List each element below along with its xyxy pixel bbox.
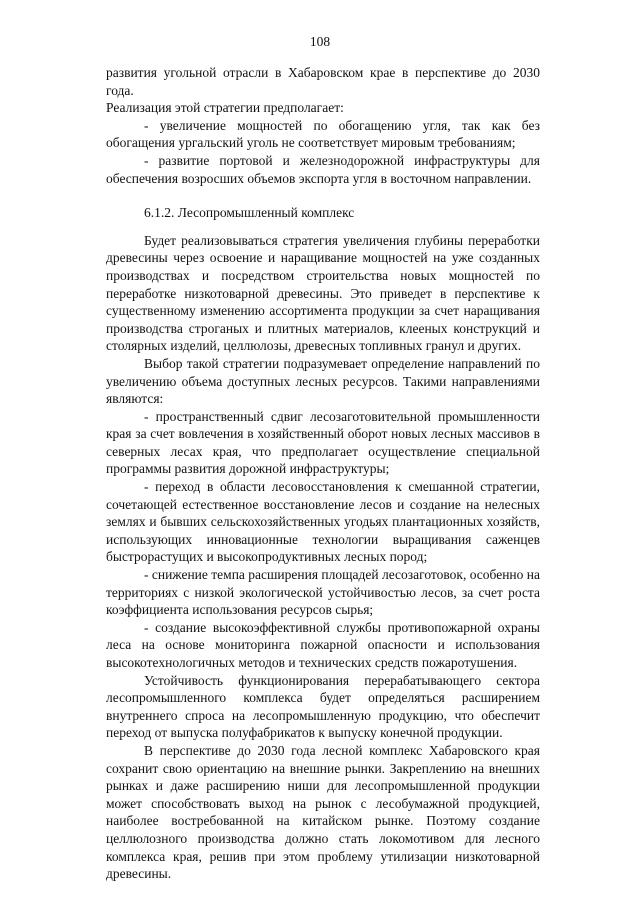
paragraph-3: - увеличение мощностей по обогащению угля, так как без обогащения ургальский уголь не соответствует мировым требованиям; [106,117,540,151]
paragraph-2: Реализация этой стратегии предполагает: [106,100,344,116]
paragraph-10: - создание высокоэффективной службы противопожарной охраны леса на основе мониторинга пожарной опасности и использования высокотехнологичных методов и технических средств пожаротушения. [106,619,540,670]
page-number: 108 [309,34,331,49]
paragraph-5: Будет реализовываться стратегия увеличения глубины переработки древесины через освоение и наращивание мощностей на уже созданных производствах и посредством строительства новых мощностей по переработке низкотоварной древесины. Это приведет в перспективе к существенному изменению ассортимента продукции за счет наращивания производства строганых и плитных материалов, клееных конструкций и столярных изделий, целлюлозы, древесных топливных гранул и других. [106,232,540,354]
paragraph-12: В перспективе до 2030 года лесной комплекс Хабаровского края сохранит свою ориентацию на внешние рынки. Закреплению на внешних рынках и даже расширению ниши для лесопромышленной продукции может способствовать выход на рынок с лесобумажной продукцией, наиболее востребованной на китайском рынке. Поэтому создание целлюлозного производства должно стать локомотивом для лесного комплекса края, решив при этом проблему утилизации низкотоварной древесины. [106,742,540,882]
paragraph-4: - развитие портовой и железнодорожной инфраструктуры для обеспечения возросших объемов экспорта угля в восточном направлении. [106,152,540,186]
paragraph-1: развития угольной отрасли в Хабаровском крае в перспективе до 2030 года. [106,65,540,98]
paragraph-9: - снижение темпа расширения площадей лесозаготовок, особенно на территориях с низкой экологической устойчивостью лесов, за счет роста коэффициента использования ресурсов сырья; [106,567,541,618]
paragraph-6: Выбор такой стратегии подразумевает определение направлений по увеличению объема доступных лесных ресурсов. Такими направлениями являются: [106,355,540,407]
paragraph-11: Устойчивость функционирования перерабатывающего сектора лесопромышленного комплекса будет определяться расширением внутреннего спроса на лесопромышленную продукцию, что обеспечит переход от выпуска полуфабрикатов к выпуску конечной продукции. [106,672,540,741]
paragraph-7: - пространственный сдвиг лесозаготовительной промышленности края за счет вовлечения в хозяйственный оборот новых лесных массивов в северных лесах края, что предполагает осуществление специальной программы развития дорожной инфраструктуры; [106,408,540,477]
paragraph-8: - переход в области лесовосстановления к смешанной стратегии, сочетающей естественное восстановление лесов и создание на нелесных землях и бывших сельскохозяйственных угодьях плантационных хозяйств, использующих инновационные технологии выращивания саженцев быстрорастущих и высокопродуктивных лесных пород; [106,479,540,565]
section-heading: 6.1.2. Лесопромышленный комплекс [144,205,355,221]
document-body [106,64,540,883]
